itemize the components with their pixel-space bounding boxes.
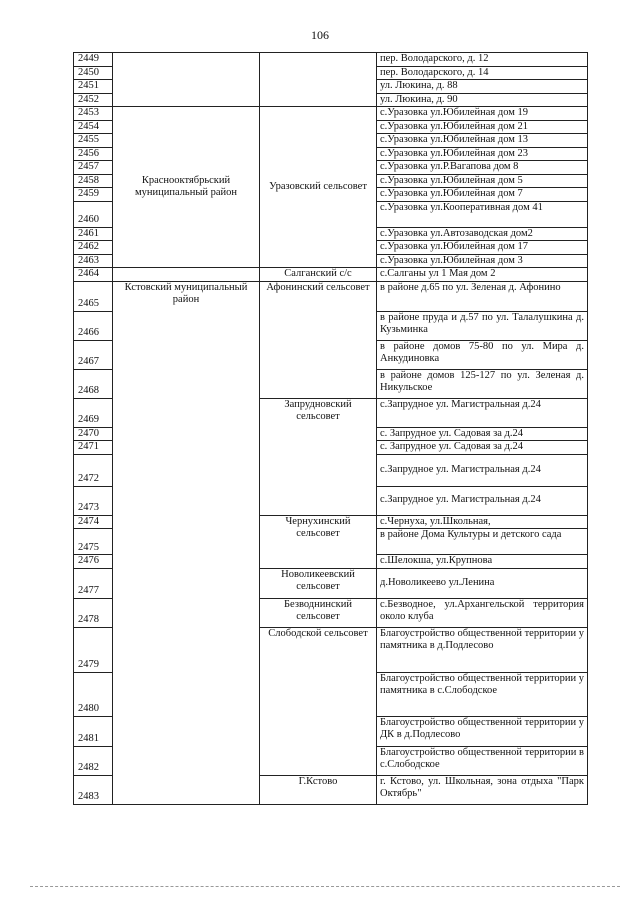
- address-cell: с.Салганы ул 1 Мая дом 2: [377, 268, 588, 282]
- row-number: 2467: [74, 340, 113, 369]
- row-number: 2457: [74, 161, 113, 175]
- row-number: 2482: [74, 746, 113, 775]
- settlement-cell: Чернухинский сельсовет: [260, 515, 377, 568]
- row-number: 2469: [74, 398, 113, 427]
- address-cell: с.Уразовка ул.Юбилейная дом 23: [377, 147, 588, 161]
- address-cell: в районе пруда и д.57 по ул. Талалушкина д. Кузьминка: [377, 311, 588, 340]
- table-row: [74, 281, 588, 311]
- address-cell: ул. Люкина, д. 88: [377, 80, 588, 94]
- row-number: 2463: [74, 254, 113, 268]
- address-cell: в районе Дома Культуры и детского сада: [377, 529, 588, 555]
- address-cell: с.Уразовка ул.Юбилейная дом 7: [377, 188, 588, 202]
- address-cell: д.Новоликеево ул.Ленина: [377, 568, 588, 598]
- district-cell: Краснооктябрьский муниципальный район: [113, 107, 260, 268]
- row-number: 2483: [74, 775, 113, 804]
- address-cell: с.Запрудное ул. Магистральная д.24: [377, 454, 588, 486]
- settlement-cell: Уразовский сельсовет: [260, 107, 377, 268]
- row-number: 2468: [74, 369, 113, 398]
- address-cell: с.Запрудное ул. Магистральная д.24: [377, 398, 588, 427]
- address-cell: с.Шелокша, ул.Крупнова: [377, 555, 588, 569]
- row-number: 2453: [74, 107, 113, 121]
- address-cell: в районе д.65 по ул. Зеленая д. Афонино: [377, 281, 588, 311]
- row-number: 2477: [74, 568, 113, 598]
- address-cell: в районе домов 75-80 по ул. Мира д. Анкудиновка: [377, 340, 588, 369]
- row-number: 2480: [74, 672, 113, 716]
- settlement-cell: Слободской сельсовет: [260, 627, 377, 775]
- row-number: 2470: [74, 427, 113, 441]
- address-cell: пер. Володарского, д. 14: [377, 66, 588, 80]
- register-table: [73, 52, 588, 805]
- settlement-cell: Безводнинский сельсовет: [260, 598, 377, 627]
- address-cell: с.Уразовка ул.Кооперативная дом 41: [377, 201, 588, 227]
- settlement-cell-empty: [260, 53, 377, 107]
- address-cell: с.Уразовка ул.Юбилейная дом 5: [377, 174, 588, 188]
- address-cell: с. Запрудное ул. Садовая за д.24: [377, 427, 588, 441]
- address-cell: в районе домов 125-127 по ул. Зеленая д. Никульское: [377, 369, 588, 398]
- row-number: 2466: [74, 311, 113, 340]
- address-cell: Благоустройство общественной территории у ДК в д.Подлесово: [377, 716, 588, 746]
- address-cell: ул. Люкина, д. 90: [377, 93, 588, 107]
- row-number: 2449: [74, 53, 113, 67]
- row-number: 2461: [74, 227, 113, 241]
- address-cell: пер. Володарского, д. 12: [377, 53, 588, 67]
- address-cell: с.Чернуха, ул.Школьная,: [377, 515, 588, 529]
- address-cell: Благоустройство общественной территории в с.Слободское: [377, 746, 588, 775]
- row-number: 2459: [74, 188, 113, 202]
- settlement-cell: Салганский с/с: [260, 268, 377, 282]
- row-number: 2460: [74, 201, 113, 227]
- table-row: [74, 268, 588, 282]
- page-bottom-divider: [30, 886, 620, 887]
- address-cell: Благоустройство общественной территории у памятника в д.Подлесово: [377, 627, 588, 672]
- district-cell-empty: [113, 53, 260, 107]
- row-number: 2481: [74, 716, 113, 746]
- page-number: 106: [311, 28, 329, 42]
- row-number: 2450: [74, 66, 113, 80]
- address-cell: с.Уразовка ул.Юбилейная дом 3: [377, 254, 588, 268]
- address-cell: с.Запрудное ул. Магистральная д.24: [377, 486, 588, 515]
- row-number: 2455: [74, 134, 113, 148]
- row-number: 2475: [74, 529, 113, 555]
- address-cell: с.Уразовка ул.Юбилейная дом 21: [377, 120, 588, 134]
- row-number: 2464: [74, 268, 113, 282]
- row-number: 2473: [74, 486, 113, 515]
- address-cell: с.Уразовка ул.Юбилейная дом 13: [377, 134, 588, 148]
- address-cell: г. Кстово, ул. Школьная, зона отдыха "Парк Октябрь": [377, 775, 588, 804]
- row-number: 2472: [74, 454, 113, 486]
- settlement-cell: Запрудновский сельсовет: [260, 398, 377, 515]
- table-row: [74, 53, 588, 67]
- row-number: 2454: [74, 120, 113, 134]
- district-cell: Кстовский муниципальный район: [113, 281, 260, 804]
- row-number: 2478: [74, 598, 113, 627]
- address-cell: с. Запрудное ул. Садовая за д.24: [377, 441, 588, 455]
- settlement-cell: Афонинский сельсовет: [260, 281, 377, 398]
- address-cell: с.Уразовка ул.Автозаводская дом2: [377, 227, 588, 241]
- address-cell: Благоустройство общественной территории у памятника в с.Слободское: [377, 672, 588, 716]
- row-number: 2479: [74, 627, 113, 672]
- row-number: 2451: [74, 80, 113, 94]
- row-number: 2474: [74, 515, 113, 529]
- address-cell: с.Уразовка ул.Р.Вагапова дом 8: [377, 161, 588, 175]
- address-cell: с.Уразовка ул.Юбилейная дом 19: [377, 107, 588, 121]
- address-cell: с.Безводное, ул.Архангельской территория около клуба: [377, 598, 588, 627]
- row-number: 2458: [74, 174, 113, 188]
- row-number: 2465: [74, 281, 113, 311]
- row-number: 2452: [74, 93, 113, 107]
- settlement-cell: Новоликеевский сельсовет: [260, 568, 377, 598]
- settlement-cell: Г.Кстово: [260, 775, 377, 804]
- district-cell-empty: [113, 268, 260, 282]
- address-cell: с.Уразовка ул.Юбилейная дом 17: [377, 241, 588, 255]
- table-row: [74, 107, 588, 121]
- row-number: 2456: [74, 147, 113, 161]
- row-number: 2462: [74, 241, 113, 255]
- row-number: 2476: [74, 555, 113, 569]
- row-number: 2471: [74, 441, 113, 455]
